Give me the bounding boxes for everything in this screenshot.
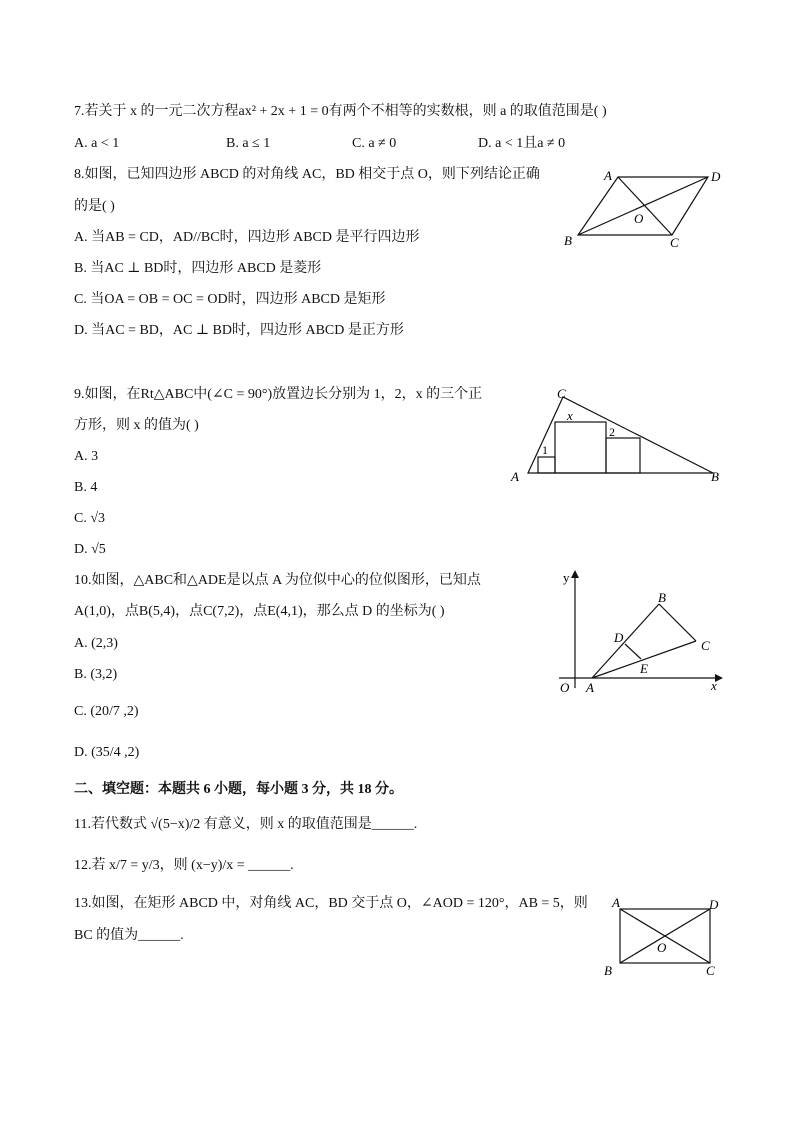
section2-title: 二、填空题：本题共 6 小题，每小题 3 分，共 18 分。 — [74, 782, 403, 797]
q8-diagonal-ac — [618, 177, 672, 235]
q10-label-o: O — [560, 680, 570, 695]
q8-option-a[interactable]: A. 当AB = CD，AD//BC时，四边形 ABCD 是平行四边形 — [74, 230, 420, 245]
q9-square-2 — [606, 438, 640, 473]
q10-segment-de — [625, 644, 641, 659]
q7-stem: 7.若关于 x 的一元二次方程ax² + 2x + 1 = 0有两个不相等的实数根，则 a 的取值范围是( ) — [74, 104, 607, 119]
q8-label-d: D — [711, 169, 721, 184]
q9-label-2: 2 — [609, 425, 615, 439]
q9-stem-line1: 9.如图，在Rt△ABC中(∠C = 90°)放置边长分别为 1，2，x 的三个正 — [74, 387, 483, 402]
q9-stem-line2: 方形，则 x 的值为( ) — [74, 418, 199, 433]
q10-stem-line2: A(1,0)，点B(5,4)，点C(7,2)，点E(4,1)，那么点 D 的坐标为( ) — [74, 604, 445, 619]
q9-label-b: B — [711, 469, 719, 484]
q7-option-c[interactable]: C. a ≠ 0 — [352, 136, 397, 151]
q8-label-b: B — [564, 233, 572, 248]
q10-option-b[interactable]: B. (3,2) — [74, 667, 118, 682]
q13-stem-line2: BC 的值为______. — [74, 928, 184, 943]
q8-stem-line1: 8.如图，已知四边形 ABCD 的对角线 AC，BD 相交于点 O，则下列结论正确 — [74, 167, 540, 182]
q10-y-arrow-icon — [571, 570, 579, 578]
q9-label-1: 1 — [542, 443, 548, 457]
q9-label-x: x — [567, 408, 573, 423]
q7-option-d[interactable]: D. a < 1且a ≠ 0 — [478, 136, 566, 151]
q10-label-d: D — [614, 630, 624, 645]
q9-option-b[interactable]: B. 4 — [74, 480, 98, 495]
q13-stem-line1: 13.如图，在矩形 ABCD 中，对角线 AC，BD 交于点 O，∠AOD = 120°，AB = 5，则 — [74, 896, 588, 911]
q10-figure — [555, 570, 730, 695]
q10-label-x: x — [711, 678, 717, 693]
q13-label-a: A — [612, 895, 620, 910]
q10-option-d[interactable]: D. (35/4 ,2) — [74, 745, 140, 760]
q9-option-c[interactable]: C. √3 — [74, 511, 106, 526]
q10-segment-ab — [592, 604, 659, 678]
q9-triangle — [528, 397, 713, 473]
q8-figure — [560, 165, 730, 255]
q9-figure — [505, 385, 730, 485]
q9-option-d[interactable]: D. √5 — [74, 542, 106, 557]
q9-label-a: A — [511, 469, 519, 484]
q10-label-e: E — [640, 661, 648, 676]
q10-label-y: y — [563, 570, 570, 585]
q8-label-a: A — [604, 168, 612, 183]
q9-label-c: C — [557, 386, 566, 401]
q11-text: 11.若代数式 √(5−x)/2 有意义，则 x 的取值范围是______. — [74, 817, 418, 832]
q9-square-1 — [538, 457, 555, 473]
q10-segment-bc — [659, 604, 696, 641]
q7-option-a[interactable]: A. a < 1 — [74, 136, 120, 151]
q10-label-c: C — [701, 638, 710, 653]
q13-label-b: B — [604, 963, 612, 978]
q7-option-b[interactable]: B. a ≤ 1 — [226, 136, 271, 151]
q10-label-b: B — [658, 590, 666, 605]
q8-label-o: O — [634, 211, 644, 226]
q9-square-x — [555, 422, 606, 473]
q8-option-b[interactable]: B. 当AC ⊥ BD时，四边形 ABCD 是菱形 — [74, 261, 322, 276]
q13-figure — [600, 895, 730, 980]
q12-text: 12.若 x/7 = y/3，则 (x−y)/x = ______. — [74, 858, 294, 873]
q8-option-d[interactable]: D. 当AC = BD，AC ⊥ BD时，四边形 ABCD 是正方形 — [74, 323, 404, 338]
q8-option-c[interactable]: C. 当OA = OB = OC = OD时，四边形 ABCD 是矩形 — [74, 292, 386, 307]
q13-label-o: O — [657, 940, 667, 955]
q13-label-c: C — [706, 963, 715, 978]
q9-option-a[interactable]: A. 3 — [74, 449, 99, 464]
q8-label-c: C — [670, 235, 679, 250]
q10-option-a[interactable]: A. (2,3) — [74, 636, 118, 651]
q10-stem-line1: 10.如图，△ABC和△ADE是以点 A 为位似中心的位似图形，已知点 — [74, 573, 481, 588]
q8-stem-line2: 的是( ) — [74, 199, 115, 214]
q10-label-a: A — [586, 680, 594, 695]
q10-option-c[interactable]: C. (20/7 ,2) — [74, 704, 139, 719]
q13-label-d: D — [709, 897, 719, 912]
